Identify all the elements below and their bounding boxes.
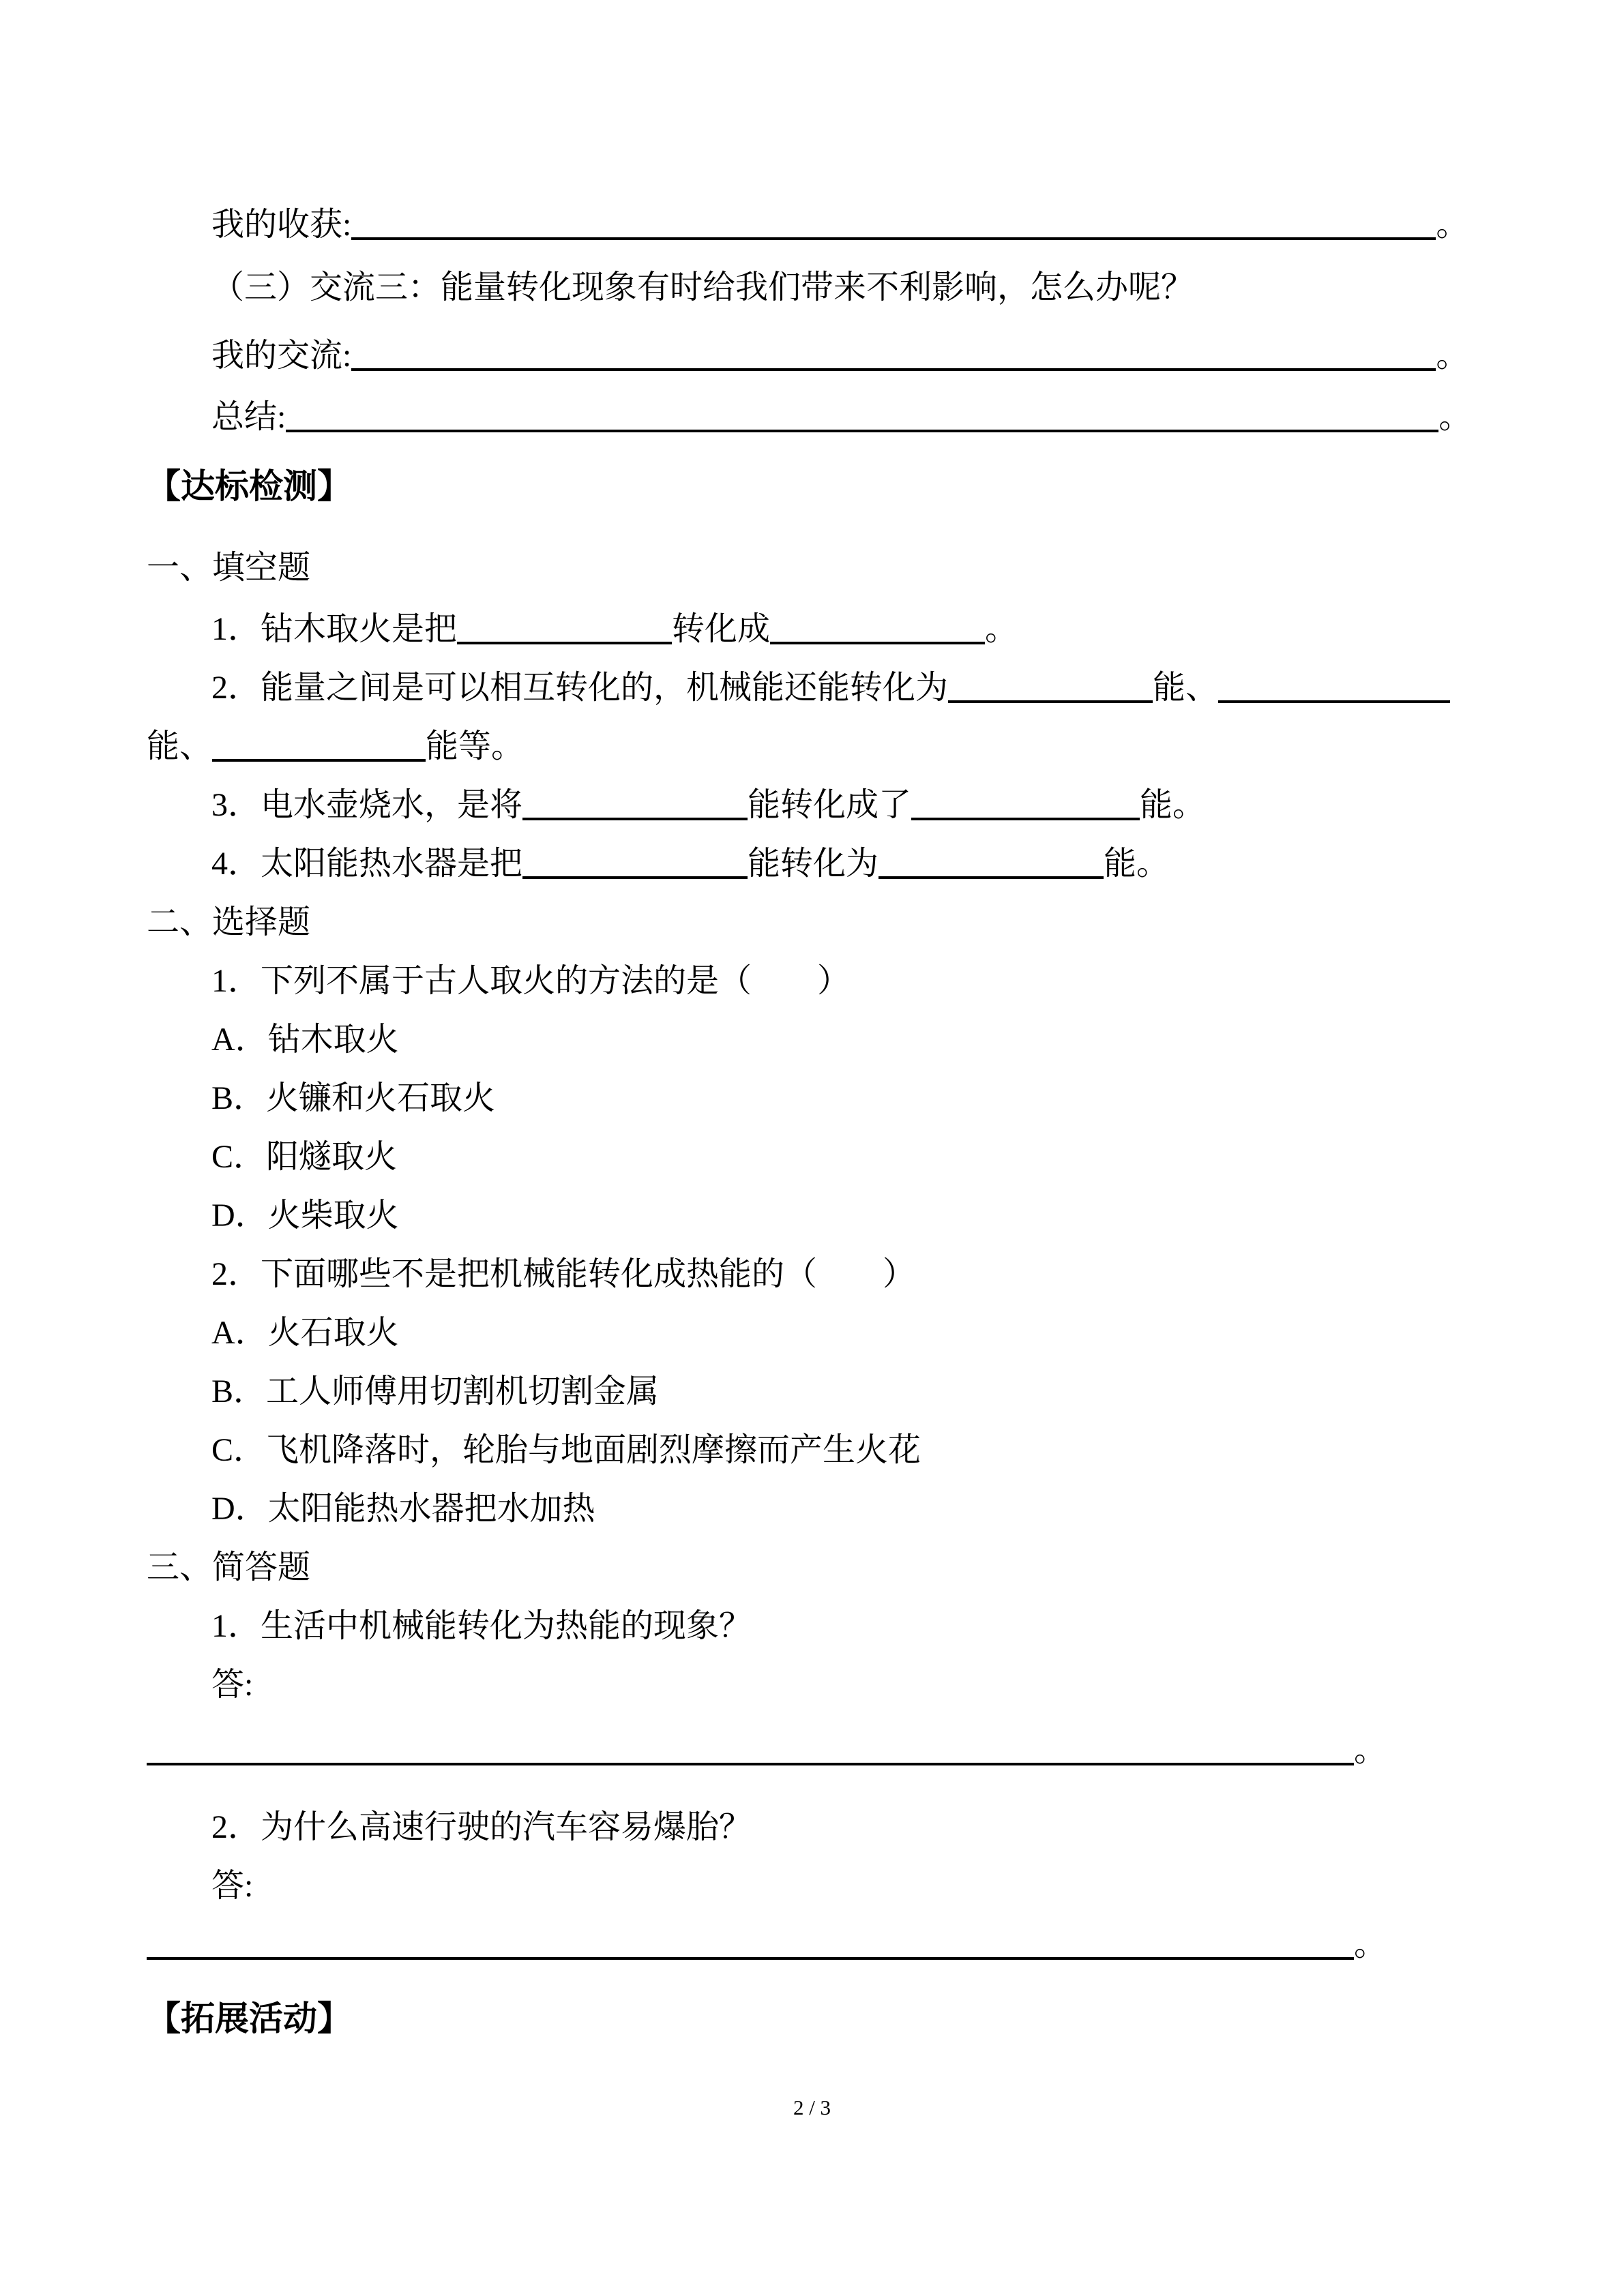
section-heading-extension: [0, 1989, 1624, 2048]
section-heading-extension-text: 【拓展活动】: [147, 1999, 351, 2038]
fill-q4-blank: [522, 876, 748, 879]
short-answer-q2-answer-label: [0, 1857, 1624, 1915]
summary-line-blank: [286, 430, 1438, 432]
fill-q3: [0, 776, 1624, 835]
choice-q2-option-c-text: C．飞机降落时，轮胎与地面剧烈摩擦而产生火花: [211, 1432, 921, 1468]
choice-q1-option-a-text: A．钻木取火: [211, 1022, 399, 1058]
fill-q4-blank: [879, 876, 1104, 879]
page-number: 2 / 3: [793, 2096, 831, 2119]
fill-q4-text: 能转化为: [748, 846, 879, 882]
choice-q1: [0, 952, 1624, 1011]
fill-q3-text: 能转化成了: [748, 787, 912, 823]
fill-q2-line2-text: 能、: [147, 728, 213, 764]
short-answer-q1-answer-line-text: 。: [1354, 1732, 1387, 1768]
choice-q2-option-d-text: D．太阳能热水器把水加热: [211, 1491, 595, 1527]
fill-q2-line2: [0, 717, 1624, 776]
short-answer-q1-answer-label: [0, 1656, 1624, 1714]
fill-q2-line1-text: 2．能量之间是可以相互转化的，机械能还能转化为: [211, 670, 949, 706]
fill-q2-line1: [0, 659, 1624, 717]
part-one-heading: [0, 539, 1624, 597]
document-body: [0, 196, 1624, 2048]
short-answer-q2-text: 2．为什么高速行驶的汽车容易爆胎？: [211, 1809, 752, 1845]
choice-q1-option-a: [0, 1011, 1624, 1069]
part-two-heading: [0, 893, 1624, 952]
part-two-heading-text: 二、选择题: [147, 904, 311, 940]
fill-q2-line1-text: 能、: [1153, 670, 1219, 706]
my-exchange-line: [0, 327, 1624, 385]
summary-line-text: 。: [1438, 399, 1472, 435]
fill-q4-text: 4．太阳能热水器是把: [211, 846, 523, 882]
fill-q1: [0, 600, 1624, 659]
section-heading-assessment: [0, 457, 1624, 516]
fill-q4: [0, 835, 1624, 893]
short-answer-q1-answer-line-blank: [147, 1763, 1354, 1765]
my-harvest-line-blank: [351, 237, 1436, 240]
choice-q1-text: 1．下列不属于古人取火的方法的是（ ）: [211, 963, 851, 999]
page-footer: [0, 2096, 1624, 2120]
fill-q2-line1-blank: [948, 700, 1153, 703]
choice-q1-option-d: [0, 1187, 1624, 1245]
my-exchange-line-text: 我的交流:: [211, 338, 352, 374]
choice-q2: [0, 1245, 1624, 1304]
fill-q2-line2-blank: [212, 759, 426, 762]
fill-q2-line2-text: 能等。: [426, 728, 525, 764]
summary-line-text: 总结:: [211, 399, 286, 435]
short-answer-q1-answer-line: [0, 1721, 1624, 1780]
fill-q1-blank: [457, 642, 672, 644]
choice-q1-option-c-text: C．阳燧取火: [211, 1139, 398, 1175]
discussion-three-prompt: [0, 258, 1624, 317]
my-harvest-line-text: 我的收获:: [211, 207, 352, 243]
section-heading-assessment-text: 【达标检测】: [147, 467, 351, 505]
choice-q2-option-d: [0, 1480, 1624, 1538]
fill-q3-blank: [911, 818, 1140, 820]
fill-q1-text: 1．钻木取火是把: [211, 611, 458, 647]
part-three-heading: [0, 1538, 1624, 1597]
choice-q2-option-b: [0, 1362, 1624, 1421]
my-harvest-line: [0, 196, 1624, 254]
fill-q3-text: 能。: [1140, 787, 1206, 823]
choice-q1-option-d-text: D．火柴取火: [211, 1197, 399, 1234]
short-answer-q2-answer-line-blank: [147, 1957, 1354, 1960]
choice-q2-option-a-text: A．火石取火: [211, 1315, 399, 1351]
discussion-three-prompt-text: （三）交流三：能量转化现象有时给我们带来不利影响，怎么办呢？: [211, 269, 1194, 305]
short-answer-q2: [0, 1798, 1624, 1857]
fill-q1-blank: [770, 642, 985, 644]
choice-q2-option-c: [0, 1421, 1624, 1480]
choice-q1-option-b: [0, 1069, 1624, 1128]
short-answer-q1: [0, 1597, 1624, 1656]
short-answer-q2-answer-line-text: 。: [1354, 1926, 1387, 1963]
choice-q1-option-c: [0, 1128, 1624, 1187]
fill-q3-text: 3．电水壶烧水，是将: [211, 787, 523, 823]
part-three-heading-text: 三、简答题: [147, 1549, 311, 1585]
fill-q1-text: 。: [985, 611, 1018, 647]
my-exchange-line-blank: [351, 368, 1436, 371]
my-exchange-line-text: 。: [1436, 338, 1469, 374]
short-answer-q1-answer-label-text: 答:: [211, 1667, 254, 1703]
choice-q1-option-b-text: B．火镰和火石取火: [211, 1080, 496, 1116]
short-answer-q2-answer-line: [0, 1915, 1624, 1974]
fill-q1-text: 转化成: [672, 611, 771, 647]
fill-q4-text: 能。: [1104, 846, 1170, 882]
short-answer-q2-answer-label-text: 答:: [211, 1868, 254, 1904]
part-one-heading-text: 一、填空题: [147, 550, 311, 586]
short-answer-q1-text: 1．生活中机械能转化为热能的现象？: [211, 1608, 752, 1644]
summary-line: [0, 388, 1624, 447]
fill-q3-blank: [522, 818, 748, 820]
fill-q2-line1-blank: [1218, 700, 1450, 703]
choice-q2-option-b-text: B．工人师傅用切割机切割金属: [211, 1373, 660, 1410]
choice-q2-option-a: [0, 1304, 1624, 1362]
choice-q2-text: 2．下面哪些不是把机械能转化成热能的（ ）: [211, 1256, 916, 1292]
my-harvest-line-text: 。: [1436, 207, 1469, 243]
